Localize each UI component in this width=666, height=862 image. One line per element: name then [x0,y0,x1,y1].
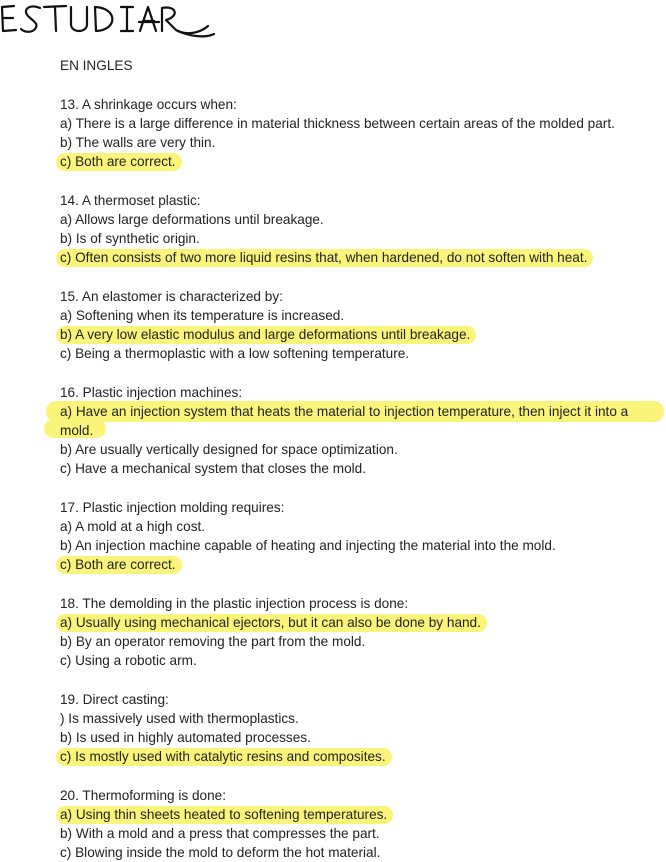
question-16: 16. Plastic injection machines: [60,385,243,400]
highlight: c) Is mostly used with catalytic resins and composites. [56,748,392,766]
question-19: 19. Direct casting: [60,692,169,707]
question-20-option-b: b) With a mold and a press that compresses the part. [60,826,380,841]
question-13-option-b: b) The walls are very thin. [60,135,216,150]
question-19-option-c-highlighted [60,747,392,766]
highlight: c) Both are correct. [56,556,182,574]
question-18-option-b: b) By an operator removing the part from the mold. [60,634,366,649]
question-13-option-c-highlighted [60,152,182,171]
question-19-option-a: ) Is massively used with thermoplastics. [60,711,299,726]
question-13: 13. A shrinkage occurs when: [60,97,237,112]
question-16-option-b: b) Are usually vertically designed for space optimization. [60,442,398,457]
question-17: 17. Plastic injection molding requires: [60,500,285,515]
question-18-option-c: c) Using a robotic arm. [60,653,197,668]
question-17-option-b: b) An injection machine capable of heating and injecting the material into the mold. [60,538,556,553]
question-14-option-b: b) Is of synthetic origin. [60,231,200,246]
subtitle: EN INGLES [60,58,133,73]
question-15: 15. An elastomer is characterized by: [60,289,283,304]
highlight: c) Often consists of two more liquid resins that, when hardened, do not soften with heat. [56,249,593,267]
highlight: c) Both are correct. [56,153,182,171]
question-14-option-a: a) Allows large deformations until breakage. [60,212,324,227]
question-14: 14. A thermoset plastic: [60,193,201,208]
question-18: 18. The demolding in the plastic injection process is done: [60,596,409,611]
question-17-option-a: a) A mold at a high cost. [60,519,206,534]
question-18-option-a-highlighted [60,613,487,632]
question-15-option-b-highlighted [60,325,476,344]
highlight: a) Usually using mechanical ejectors, but it can also be done by hand. [56,614,487,632]
question-17-option-c-highlighted [60,555,182,574]
question-15-option-c: c) Being a thermoplastic with a low softening temperature. [60,346,410,361]
question-14-option-c-highlighted [60,248,593,267]
question-20-option-a-highlighted [60,805,393,824]
handwritten-title [0,0,230,48]
question-16-option-c: c) Have a mechanical system that closes the mold. [60,461,366,476]
question-15-option-a: a) Softening when its temperature is increased. [60,308,345,323]
question-16-option-a-line2: mold. [60,423,94,438]
question-20-option-c: c) Blowing inside the mold to deform the hot material. [60,845,381,860]
question-20: 20. Thermoforming is done: [60,788,226,803]
question-19-option-b: b) Is used in highly automated processes. [60,730,311,745]
question-16-option-a-line1: a) Have an injection system that heats the material to injection temperature, then inject it into a [60,404,629,419]
highlight: b) A very low elastic modulus and large deformations until breakage. [56,326,476,344]
question-13-option-a: a) There is a large difference in material thickness between certain areas of the molded part. [60,116,615,131]
highlight: a) Using thin sheets heated to softening temperatures. [56,806,393,824]
